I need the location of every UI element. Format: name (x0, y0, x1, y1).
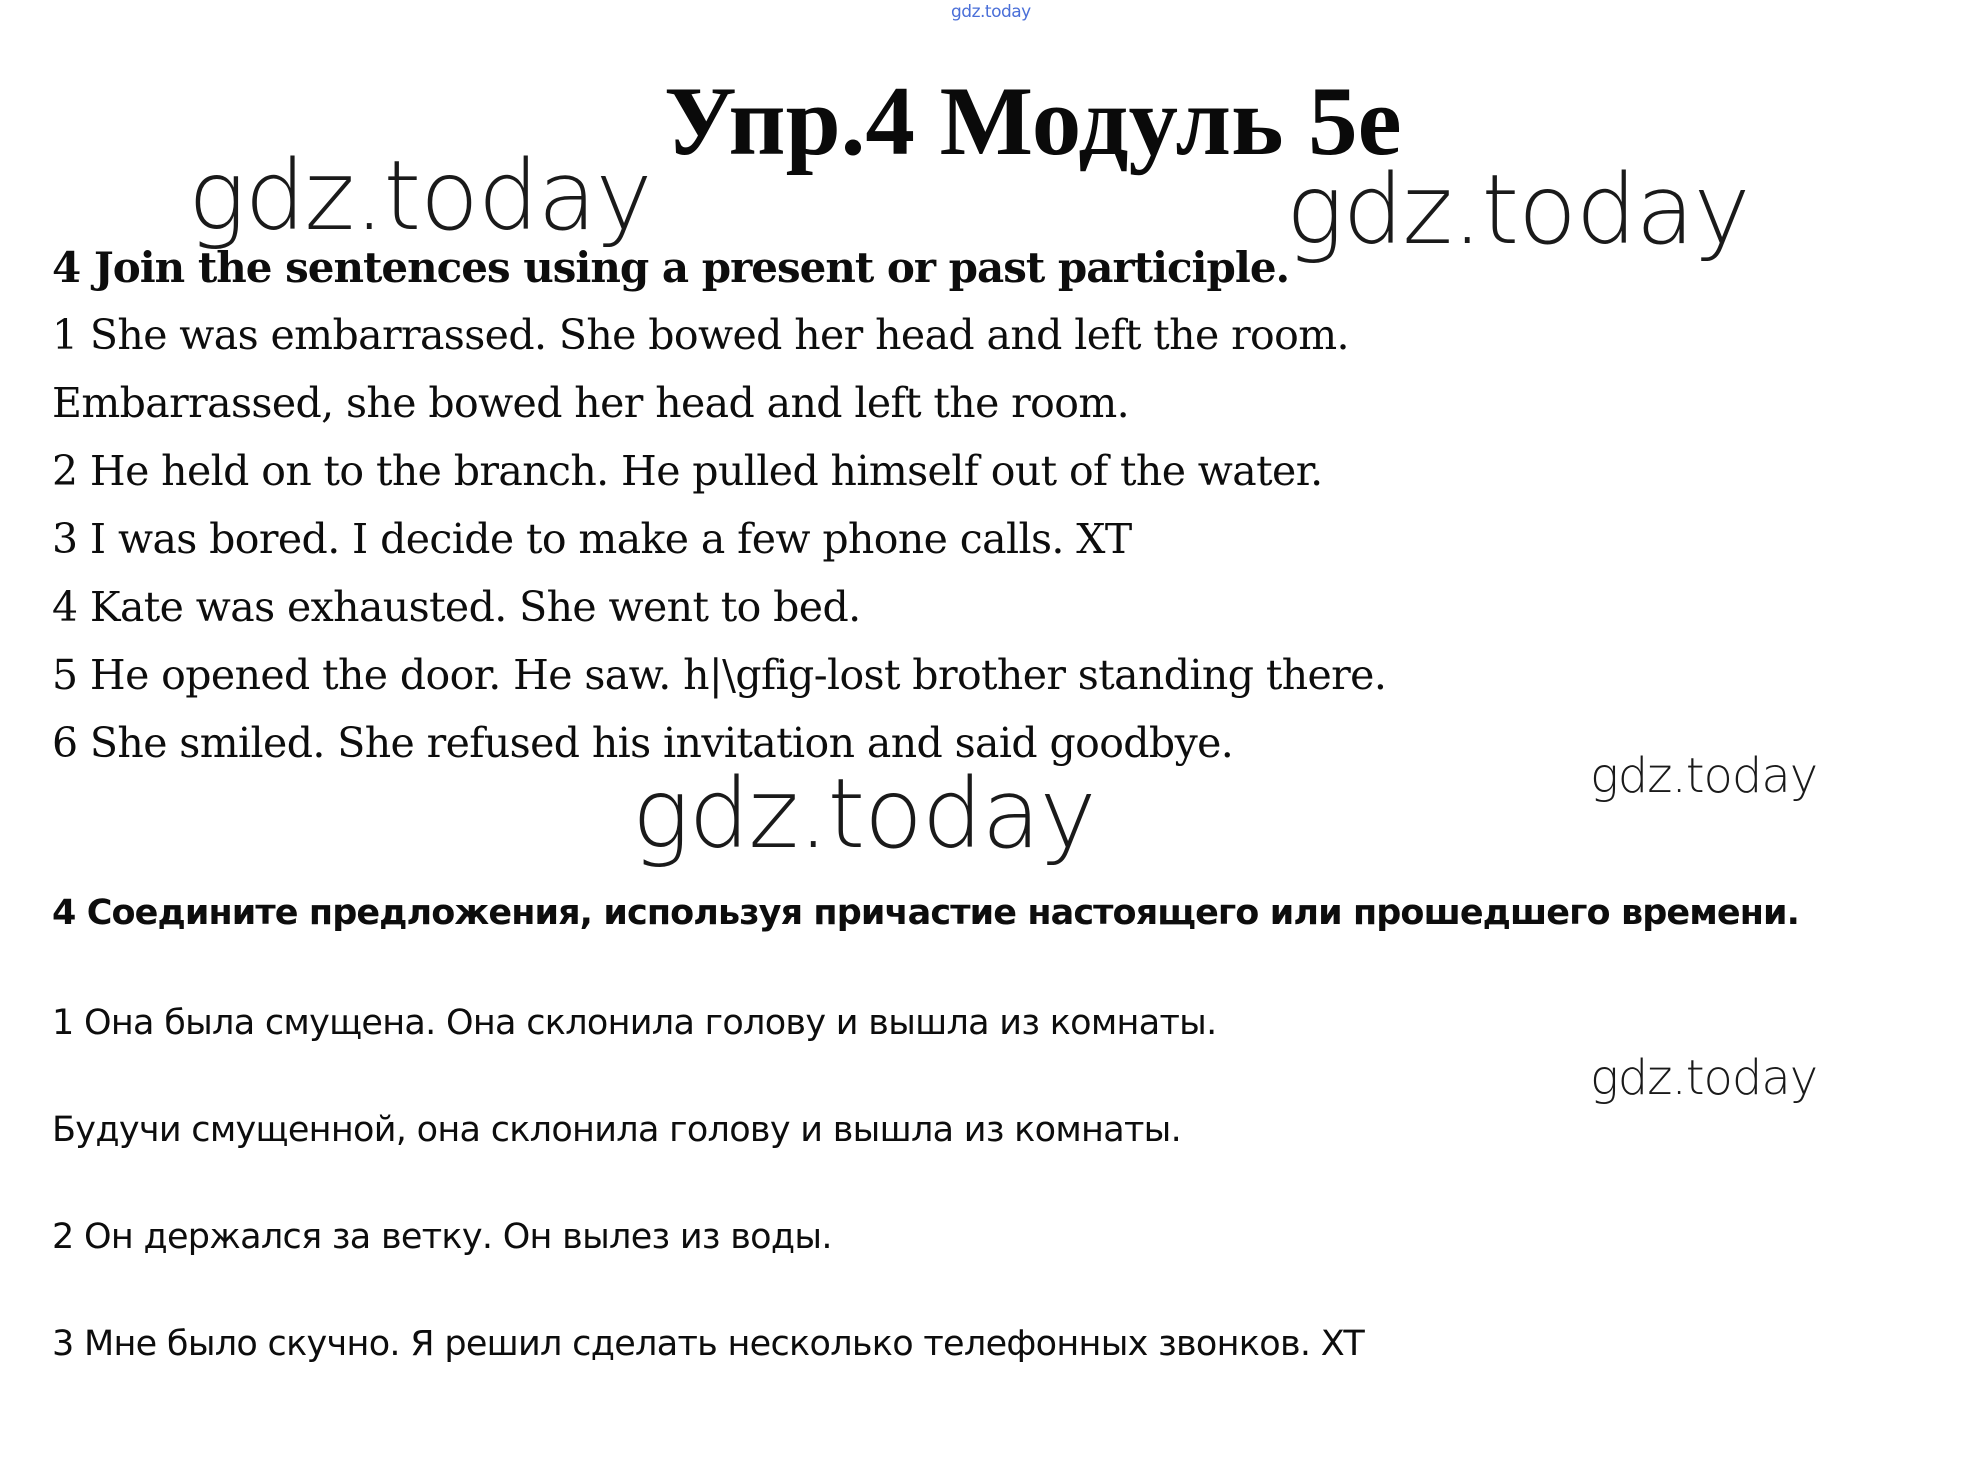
translation-line: 3 Мне было скучно. Я решил сделать несколько телефонных звонков. XT (52, 1324, 1365, 1364)
sentence-line: 4 Kate was exhausted. She went to bed. (52, 583, 861, 631)
exercise-heading-ru: 4 Соедините предложения, используя причастие настоящего или прошедшего времени. (52, 893, 1800, 933)
sentence-line: 5 He opened the door. He saw. h|\gfig-lost brother standing there. (52, 651, 1387, 699)
answer-line: Embarrassed, she bowed her head and left the room. (52, 379, 1130, 427)
watermark: gdz.today (1286, 154, 1750, 266)
top-watermark: gdz.today (951, 2, 1031, 22)
translation-line: Будучи смущенной, она склонила голову и вышла из комнаты. (52, 1110, 1182, 1150)
sentence-line: 2 He held on to the branch. He pulled himself out of the water. (52, 447, 1323, 495)
watermark: gdz.today (1590, 1050, 1818, 1106)
translation-line: 2 Он держался за ветку. Он вылез из воды. (52, 1217, 832, 1257)
watermark: gdz.today (188, 140, 652, 252)
exercise-heading-en: 4 Join the sentences using a present or past participle. (52, 243, 1290, 292)
sentence-line: 3 I was bored. I decide to make a few phone calls. XT (52, 515, 1132, 563)
sentence-line: 6 She smiled. She refused his invitation and said goodbye. (52, 719, 1234, 767)
translation-line: 1 Она была смущена. Она склонила голову и вышла из комнаты. (52, 1003, 1217, 1043)
watermark: gdz.today (632, 758, 1096, 870)
sentence-line: 1 She was embarrassed. She bowed her head and left the room. (52, 311, 1349, 359)
watermark: gdz.today (1590, 748, 1818, 804)
page-title: Упр.4 Модуль 5e (664, 67, 1402, 176)
